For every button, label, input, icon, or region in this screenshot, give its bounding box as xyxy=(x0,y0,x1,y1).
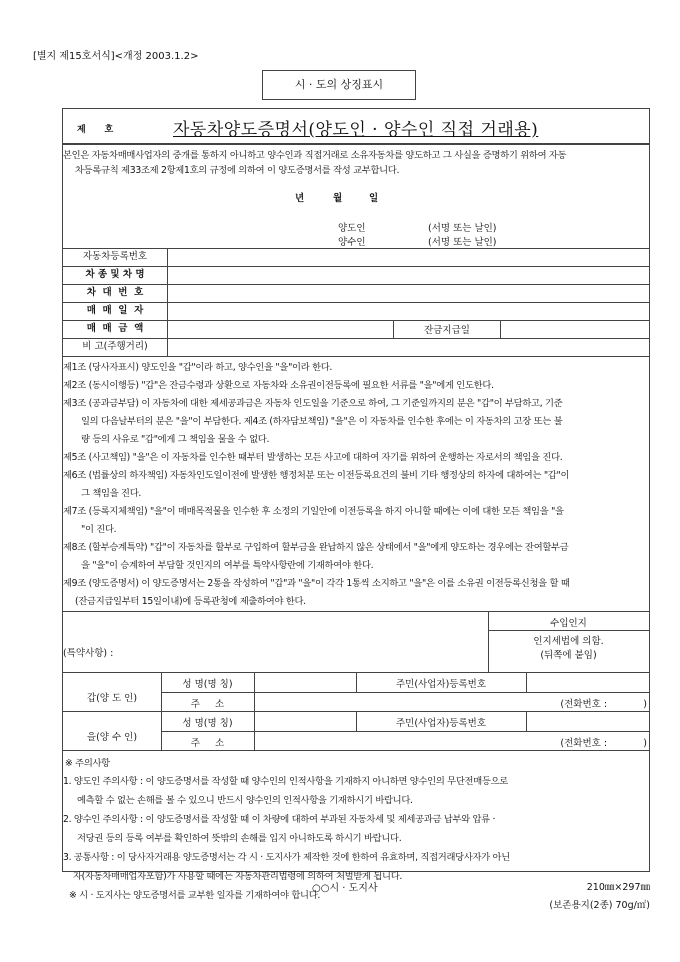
emblem-placeholder: 시 · 도의 상징표시 xyxy=(262,70,416,100)
buyer-address-label: 주 소 xyxy=(190,738,225,749)
seller-address-label: 주 소 xyxy=(190,699,225,710)
intro-line: 차등록규칙 제33조제 2항제1호의 규정에 의하여 이 양도증명서를 작성 교부합니다. xyxy=(75,165,400,176)
revenue-stamp-note: (뒤쪽에 붙임) xyxy=(540,650,597,661)
label-car-type: 차 종 및 차 명 xyxy=(85,269,145,280)
intro-line: 본인은 자동차매매사업자의 중개를 통하지 아니하고 양수인과 직접거래로 소유자동차를 양도하고 그 사실을 증명하기 위하여 자동 xyxy=(63,150,567,161)
paper-size: 210㎜×297㎜ xyxy=(586,882,650,893)
note-line: 저당권 등의 등록 여부를 확인하여 뜻밖의 손해를 입지 아니하도록 하시기 바랍니다. xyxy=(77,833,402,844)
clause-line: 제9조 (양도증명서) 이 양도증명서는 2통을 작성하여 "갑"과 "을"이 각각 1통씩 소지하고 "을"은 이를 소유권 이전등록신청을 할 때 xyxy=(63,578,570,589)
notes-title: ※ 주의사항 xyxy=(65,758,110,769)
form-number: [별지 제15호서식]<개정 2003.1.2> xyxy=(33,51,199,62)
label-remarks: 비 고(주행거리) xyxy=(82,341,148,352)
note-line: 2. 양수인 주의사항 : 이 양도증명서를 작성할 때 이 차량에 대하여 부과된 자동차세 및 제세공과금 납부와 압류 · xyxy=(63,814,496,825)
document-title: 자동차양도증명서(양도인 · 양수인 직접 거래용) xyxy=(173,120,539,140)
document-number-label: 제 호 xyxy=(77,125,114,135)
date-month: 월 xyxy=(333,193,343,204)
buyer-party-label: 을(양 수 인) xyxy=(86,732,138,743)
seller-party-label: 갑(양 도 인) xyxy=(86,693,138,704)
clause-line: 량 등의 사유로 "갑"에게 그 책임을 물을 수 없다. xyxy=(81,434,270,445)
special-terms-label: (특약사항) : xyxy=(63,648,114,659)
label-balance-date: 잔금지급일 xyxy=(424,325,470,336)
clause-line: 제2조 (동시이행등) "갑"은 잔금수령과 상환으로 자동차와 소유권이전등록에 필요한 서류를 "을"에게 인도한다. xyxy=(63,380,494,391)
seller-name-label: 성 명(명 칭) xyxy=(182,679,233,690)
label-sale-date: 매 매 일 자 xyxy=(86,305,144,316)
label-chassis-no: 차 대 번 호 xyxy=(86,287,144,298)
note-line: 예측할 수 없는 손해를 볼 수 있으니 반드시 양수인의 인적사항을 기재하시기 바랍니다. xyxy=(77,795,413,806)
buyer-signature: (서명 또는 날인) xyxy=(428,237,497,248)
date-year: 년 xyxy=(295,193,305,204)
revenue-stamp-note: 인지세법에 의함. xyxy=(533,636,604,647)
buyer-id-label: 주민(사업자)등록번호 xyxy=(395,718,486,729)
clause-line: 제5조 (사고책임) "을"은 이 자동차를 인수한 때부터 발생하는 모든 사고에 대하여 자기를 위하여 운행하는 자로서의 책임을 진다. xyxy=(63,452,563,463)
clause-line: "이 진다. xyxy=(81,524,117,535)
seller-id-label: 주민(사업자)등록번호 xyxy=(395,679,486,690)
clause-line: 을 "을"이 승계하여 부담할 것인지의 여부를 특약사항란에 기재하여야 한다. xyxy=(81,560,374,571)
clause-line: 일의 다음날부터의 분은 "을"이 부담한다. 제4조 (하자담보책임) "을"은 이 자동차를 인수한 후에는 이 자동차의 고장 또는 불 xyxy=(81,416,563,427)
buyer-phone: (전화번호 : ) xyxy=(560,738,647,749)
label-sale-price: 매 매 금 액 xyxy=(86,323,144,334)
seller-phone: (전화번호 : ) xyxy=(560,699,647,710)
paper-spec: (보존용지(2종) 70g/㎡) xyxy=(549,900,650,911)
label-registration-no: 자동차등록번호 xyxy=(82,251,148,262)
buyer-label: 양수인 xyxy=(338,237,366,248)
revenue-stamp-title: 수입인지 xyxy=(550,618,587,629)
clause-line: (잔금지급일부터 15일이내)에 등록관청에 제출하여야 한다. xyxy=(75,596,306,607)
note-line: 자(자동차매매업자포함)가 사용할 때에는 자동차관리법령에 의하여 처벌받게 됩니다. xyxy=(73,871,403,882)
note-line: 3. 공통사항 : 이 당사자거래용 양도증명서는 각 시 · 도지사가 제작한 것에 한하여 유효하며, 직접거래당사자가 아닌 xyxy=(63,852,510,863)
clause-line: 제3조 (공과금부담) 이 자동차에 대한 제세공과금은 자동차 인도일을 기준으로 하여, 그 기준일까지의 분은 "갑"이 부담하고, 기준 xyxy=(63,398,563,409)
note-line: 1. 양도인 주의사항 : 이 양도증명서를 작성할 때 양수인의 인적사항을 기재하지 아니하면 양수인의 무단전매등으로 xyxy=(63,776,508,787)
note-line: ※ 시 · 도지사는 양도증명서를 교부한 일자를 기재하여야 합니다. xyxy=(69,890,321,901)
seller-signature: (서명 또는 날인) xyxy=(428,223,497,234)
seller-label: 양도인 xyxy=(338,223,366,234)
clause-line: 제7조 (등록지체책임) "을"이 매매목적물을 인수한 후 소정의 기일안에 이전등록을 하지 아니할 때에는 이에 대한 모든 책임을 "을 xyxy=(63,506,564,517)
date-day: 일 xyxy=(369,193,379,204)
clause-line: 그 책임을 진다. xyxy=(81,488,142,499)
issuer: ○○시 · 도지사 xyxy=(312,883,378,894)
clause-line: 제8조 (할부승계특약) "갑"이 자동차를 할부로 구입하여 할부금을 완납하지 않은 상태에서 "을"에게 양도하는 경우에는 잔여할부금 xyxy=(63,542,569,553)
clause-line: 제1조 (당사자표시) 양도인을 "갑"이라 하고, 양수인을 "을"이라 한다. xyxy=(63,362,333,373)
clause-line: 제6조 (법률상의 하자책임) 자동차인도일이전에 발생한 행정처분 또는 이전등록요건의 불비 기타 행정상의 하자에 대하여는 "갑"이 xyxy=(63,470,570,481)
buyer-name-label: 성 명(명 칭) xyxy=(182,718,233,729)
